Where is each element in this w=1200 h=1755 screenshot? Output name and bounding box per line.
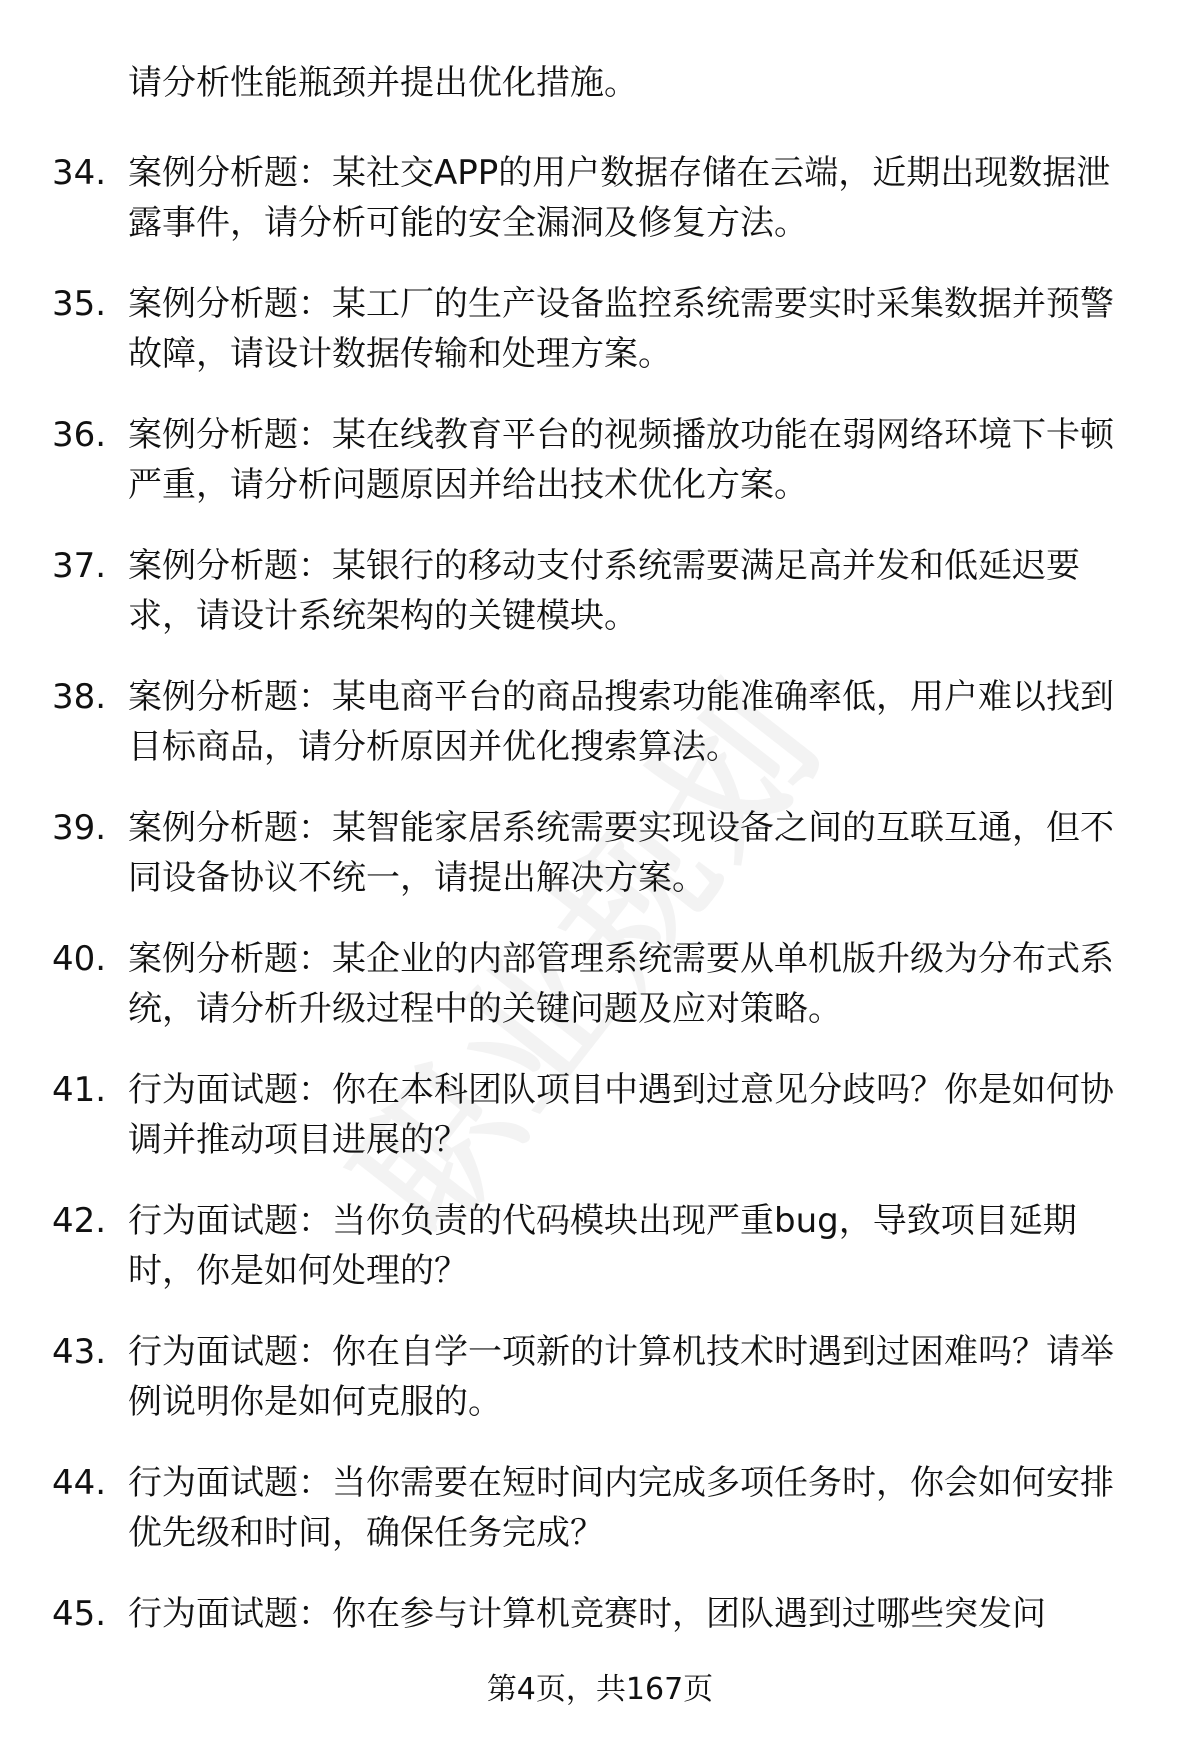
question-text: 行为面试题：你在自学一项新的计算机技术时遇到过困难吗？请举例说明你是如何克服的。 [128,1332,1114,1422]
question-text: 案例分析题：某智能家居系统需要实现设备之间的互联互通，但不同设备协议不统一，请提出解决方案。 [128,808,1114,898]
question-text: 案例分析题：某企业的内部管理系统需要从单机版升级为分布式系统，请分析升级过程中的关键问题及应对策略。 [128,939,1114,1029]
question-text: 案例分析题：某电商平台的商品搜索功能准确率低，用户难以找到目标商品，请分析原因并优化搜索算法。 [128,677,1114,767]
question-number: 40. [52,939,107,979]
question-text: 行为面试题：你在参与计算机竞赛时，团队遇到过哪些突发问 [128,1594,1046,1634]
question-number: 37. [52,546,107,586]
question-number: 36. [52,415,107,455]
continued-question-text: 请分析性能瓶颈并提出优化措施。 [128,63,638,103]
question-number: 45. [52,1594,107,1634]
question-number: 34. [52,153,107,193]
question-number: 44. [52,1463,107,1503]
question-number: 42. [52,1201,107,1241]
question-text: 案例分析题：某社交APP的用户数据存储在云端，近期出现数据泄露事件，请分析可能的安全漏洞及修复方法。 [128,153,1111,243]
question-item [0,410,1200,541]
question-item [0,1065,1200,1196]
question-item [0,541,1200,672]
page-footer: 第4页，共167页 [486,1672,714,1707]
question-item [0,803,1200,934]
question-item [0,1196,1200,1327]
question-text: 行为面试题：当你需要在短时间内完成多项任务时，你会如何安排优先级和时间，确保任务完成？ [128,1463,1114,1553]
question-text: 案例分析题：某银行的移动支付系统需要满足高并发和低延迟要求，请设计系统架构的关键模块。 [128,546,1080,636]
question-item [0,148,1200,279]
question-text: 案例分析题：某在线教育平台的视频播放功能在弱网络环境下卡顿严重，请分析问题原因并给出技术优化方案。 [128,415,1114,505]
question-list [0,148,1200,1720]
question-number: 43. [52,1332,107,1372]
question-number: 38. [52,677,107,717]
question-item [0,934,1200,1065]
question-item [0,1327,1200,1458]
question-text: 行为面试题：你在本科团队项目中遇到过意见分歧吗？你是如何协调并推动项目进展的？ [128,1070,1114,1160]
question-text: 行为面试题：当你负责的代码模块出现严重bug，导致项目延期时，你是如何处理的？ [128,1201,1077,1291]
question-item [0,279,1200,410]
question-item [0,672,1200,803]
question-text: 案例分析题：某工厂的生产设备监控系统需要实时采集数据并预警故障，请设计数据传输和处理方案。 [128,284,1114,374]
question-number: 41. [52,1070,107,1110]
question-item [0,1458,1200,1589]
question-number: 35. [52,284,107,324]
question-number: 39. [52,808,107,848]
